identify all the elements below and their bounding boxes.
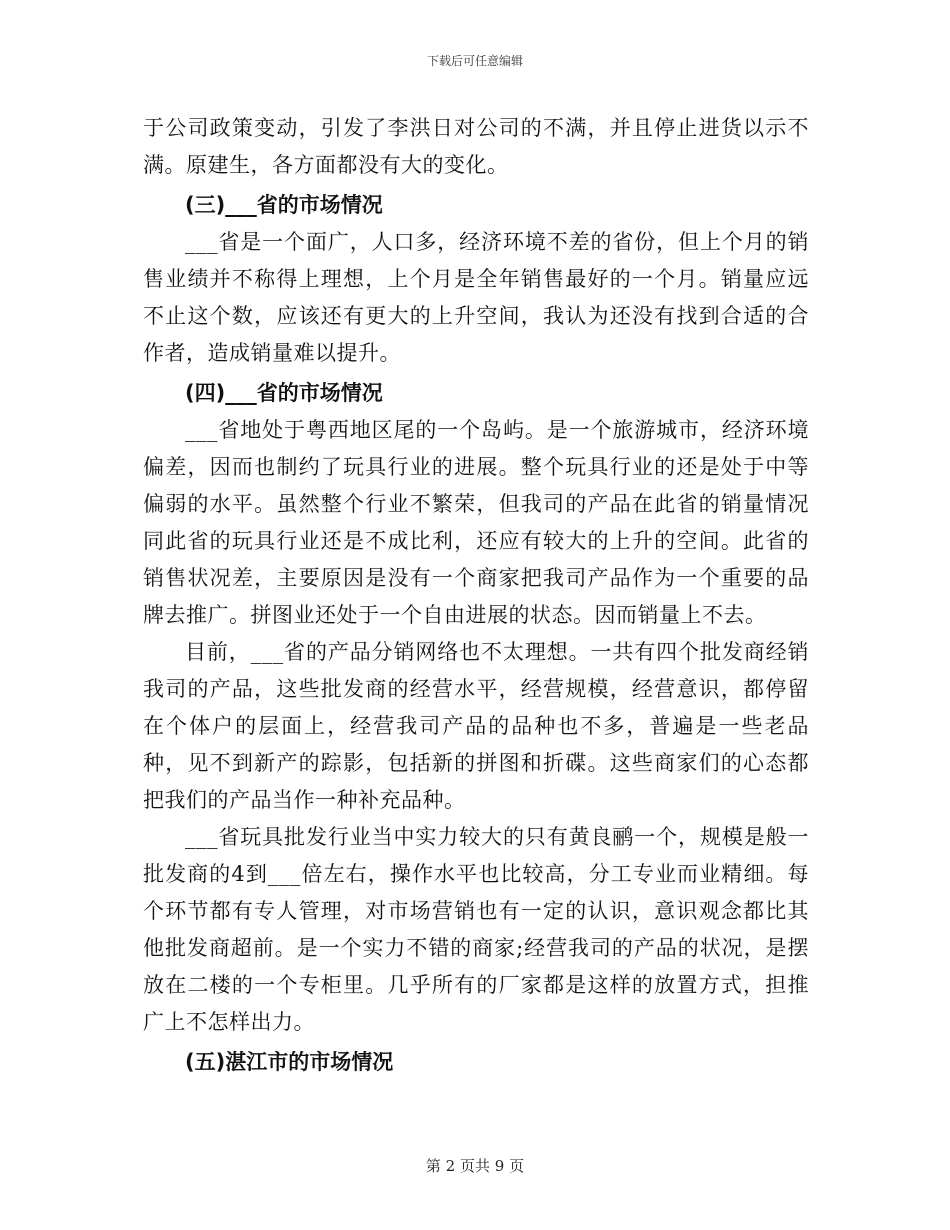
paragraph-1: 于公司政策变动，引发了李洪日对公司的不满，并且停止进货以示不满。原建生，各方面都没有大的变化。 <box>143 116 809 177</box>
page-number: 第 2 页共 9 页 <box>425 1157 525 1175</box>
section-heading-5: (五)湛江市的市场情况 <box>185 1050 394 1074</box>
section-heading-3: (三)___省的市场情况 <box>185 193 383 217</box>
page-header: 下载后可任意编辑 <box>426 54 523 68</box>
section-heading-4: (四)___省的市场情况 <box>185 381 383 405</box>
document-body <box>143 110 809 1081</box>
paragraph-3: ___省地处于粤西地区尾的一个岛屿。是一个旅游城市，经济环境偏差，因而也制约了玩具行业的进展。整个玩具行业的还是处于中等偏弱的水平。虽然整个行业不繁荣，但我司的产品在此省的销量情况同此省的玩具行业还是不成比利，还应有较大的上升的空间。此省的销售状况差，主要原因是没有一个商家把我司产品作为一个重要的品牌去推广。拼图业还处于一个自由进展的状态。因而销量上不去。 <box>143 418 809 627</box>
paragraph-5: ___省玩具批发行业当中实力较大的只有黄良鹂一个，规模是般一批发商的4到___倍左右，操作水平也比较高，分工专业而业精细。每个环节都有专人管理，对市场营销也有一定的认识，意识观念都比其他批发商超前。是一个实力不错的商家;经营我司的产品的状况，是摆放在二楼的一个专柜里。几乎所有的厂家都是这样的放置方式，担推广上不怎样出力。 <box>143 825 809 1034</box>
paragraph-4: 目前，___省的产品分销网络也不太理想。一共有四个批发商经销我司的产品，这些批发商的经营水平，经营规模，经营意识，都停留在个体户的层面上，经营我司产品的品种也不多，普遍是一些老品种，见不到新产的踪影，包括新的拼图和折碟。这些商家们的心态都把我们的产品当作一种补充品种。 <box>143 640 809 812</box>
paragraph-2: ___省是一个面广，人口多，经济环境不差的省份，但上个月的销售业绩并不称得上理想，上个月是全年销售最好的一个月。销量应远不止这个数，应该还有更大的上升空间，我认为还没有找到合适的合作者，造成销量难以提升。 <box>143 230 809 365</box>
